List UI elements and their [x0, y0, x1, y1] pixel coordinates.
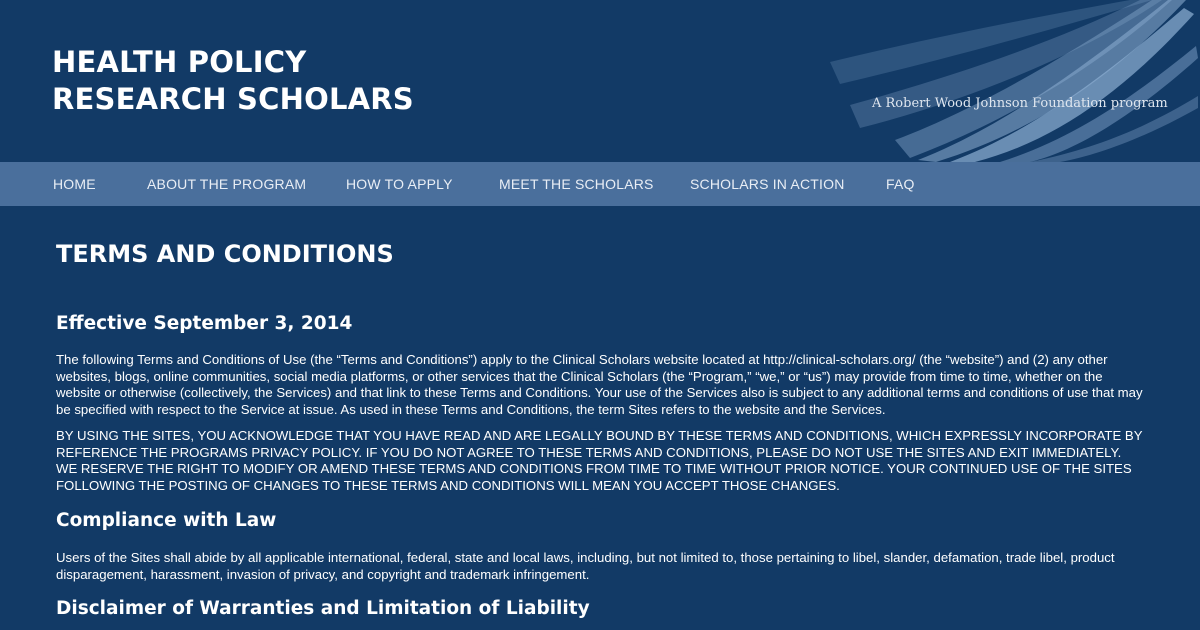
- section-heading-disclaimer: Disclaimer of Warranties and Limitation of Liability: [56, 598, 590, 619]
- terms-acknowledgement-paragraph: BY USING THE SITES, YOU ACKNOWLEDGE THAT YOU HAVE READ AND ARE LEGALLY BOUND BY THESE TERMS AND CONDITIONS, WHICH EXPRESSLY INCORPORATE BY REFERENCE THE PROGRAMS PRIVACY POLICY. IF YOU DO NOT AGREE TO THESE TERMS AND CONDITIONS, PLEASE DO NOT USE THE SITES AND EXIT IMMEDIATELY. WE RESERVE THE RIGHT TO MODIFY OR AMEND THESE TERMS AND CONDITIONS FROM TIME TO TIME WITHOUT PRIOR NOTICE. YOUR CONTINUED USE OF THE SITES FOLLOWING THE POSTING OF CHANGES TO THESE TERMS AND CONDITIONS WILL MEAN YOU ACCEPT THOSE CHANGES.: [56, 428, 1143, 493]
- compliance-paragraph: Users of the Sites shall abide by all applicable international, federal, state and local laws, including, but not limited to, those pertaining to libel, slander, defamation, trade libel, product disparagement, harassment, invasion of privacy, and copyright and trademark infringement.: [56, 550, 1115, 582]
- site-title-line-2[interactable]: RESEARCH SCHOLARS: [52, 82, 414, 116]
- section-heading-compliance: Compliance with Law: [56, 510, 277, 531]
- foundation-tagline: A Robert Wood Johnson Foundation program: [872, 96, 1168, 111]
- main-nav: [0, 162, 1200, 206]
- site-title[interactable]: [52, 44, 414, 118]
- page-title: TERMS AND CONDITIONS: [56, 240, 394, 268]
- site-header: [0, 0, 1200, 162]
- nav-item-how-to-apply[interactable]: HOW TO APPLY: [346, 176, 453, 192]
- site-title-line-1[interactable]: HEALTH POLICY: [52, 45, 307, 79]
- terms-intro-paragraph: The following Terms and Conditions of Use (the “Terms and Conditions”) apply to the Clinical Scholars website located at http://clinical-scholars.org/ (the “website”) and (2) any other websites, blogs, online communities, social media platforms, or other services that the Clinical Scholars (the “Program,” “we,” or “us”) may provide from time to time, whether on the website or otherwise (collectively, the Services) and that link to these Terms and Conditions. Your use of the Services also is subject to any additional terms and conditions of use that may be specified with respect to the Service at issue. As used in these Terms and Conditions, the term Sites refers to the website and the Services.: [56, 352, 1143, 417]
- wing-logo-icon: [800, 0, 1200, 162]
- nav-item-faq[interactable]: FAQ: [886, 176, 915, 192]
- section-heading-effective-date: Effective September 3, 2014: [56, 313, 353, 334]
- nav-item-meet-the-scholars[interactable]: MEET THE SCHOLARS: [499, 176, 654, 192]
- nav-item-scholars-in-action[interactable]: SCHOLARS IN ACTION: [690, 176, 845, 192]
- nav-item-home[interactable]: HOME: [53, 176, 96, 192]
- nav-item-about-the-program[interactable]: ABOUT THE PROGRAM: [147, 176, 307, 192]
